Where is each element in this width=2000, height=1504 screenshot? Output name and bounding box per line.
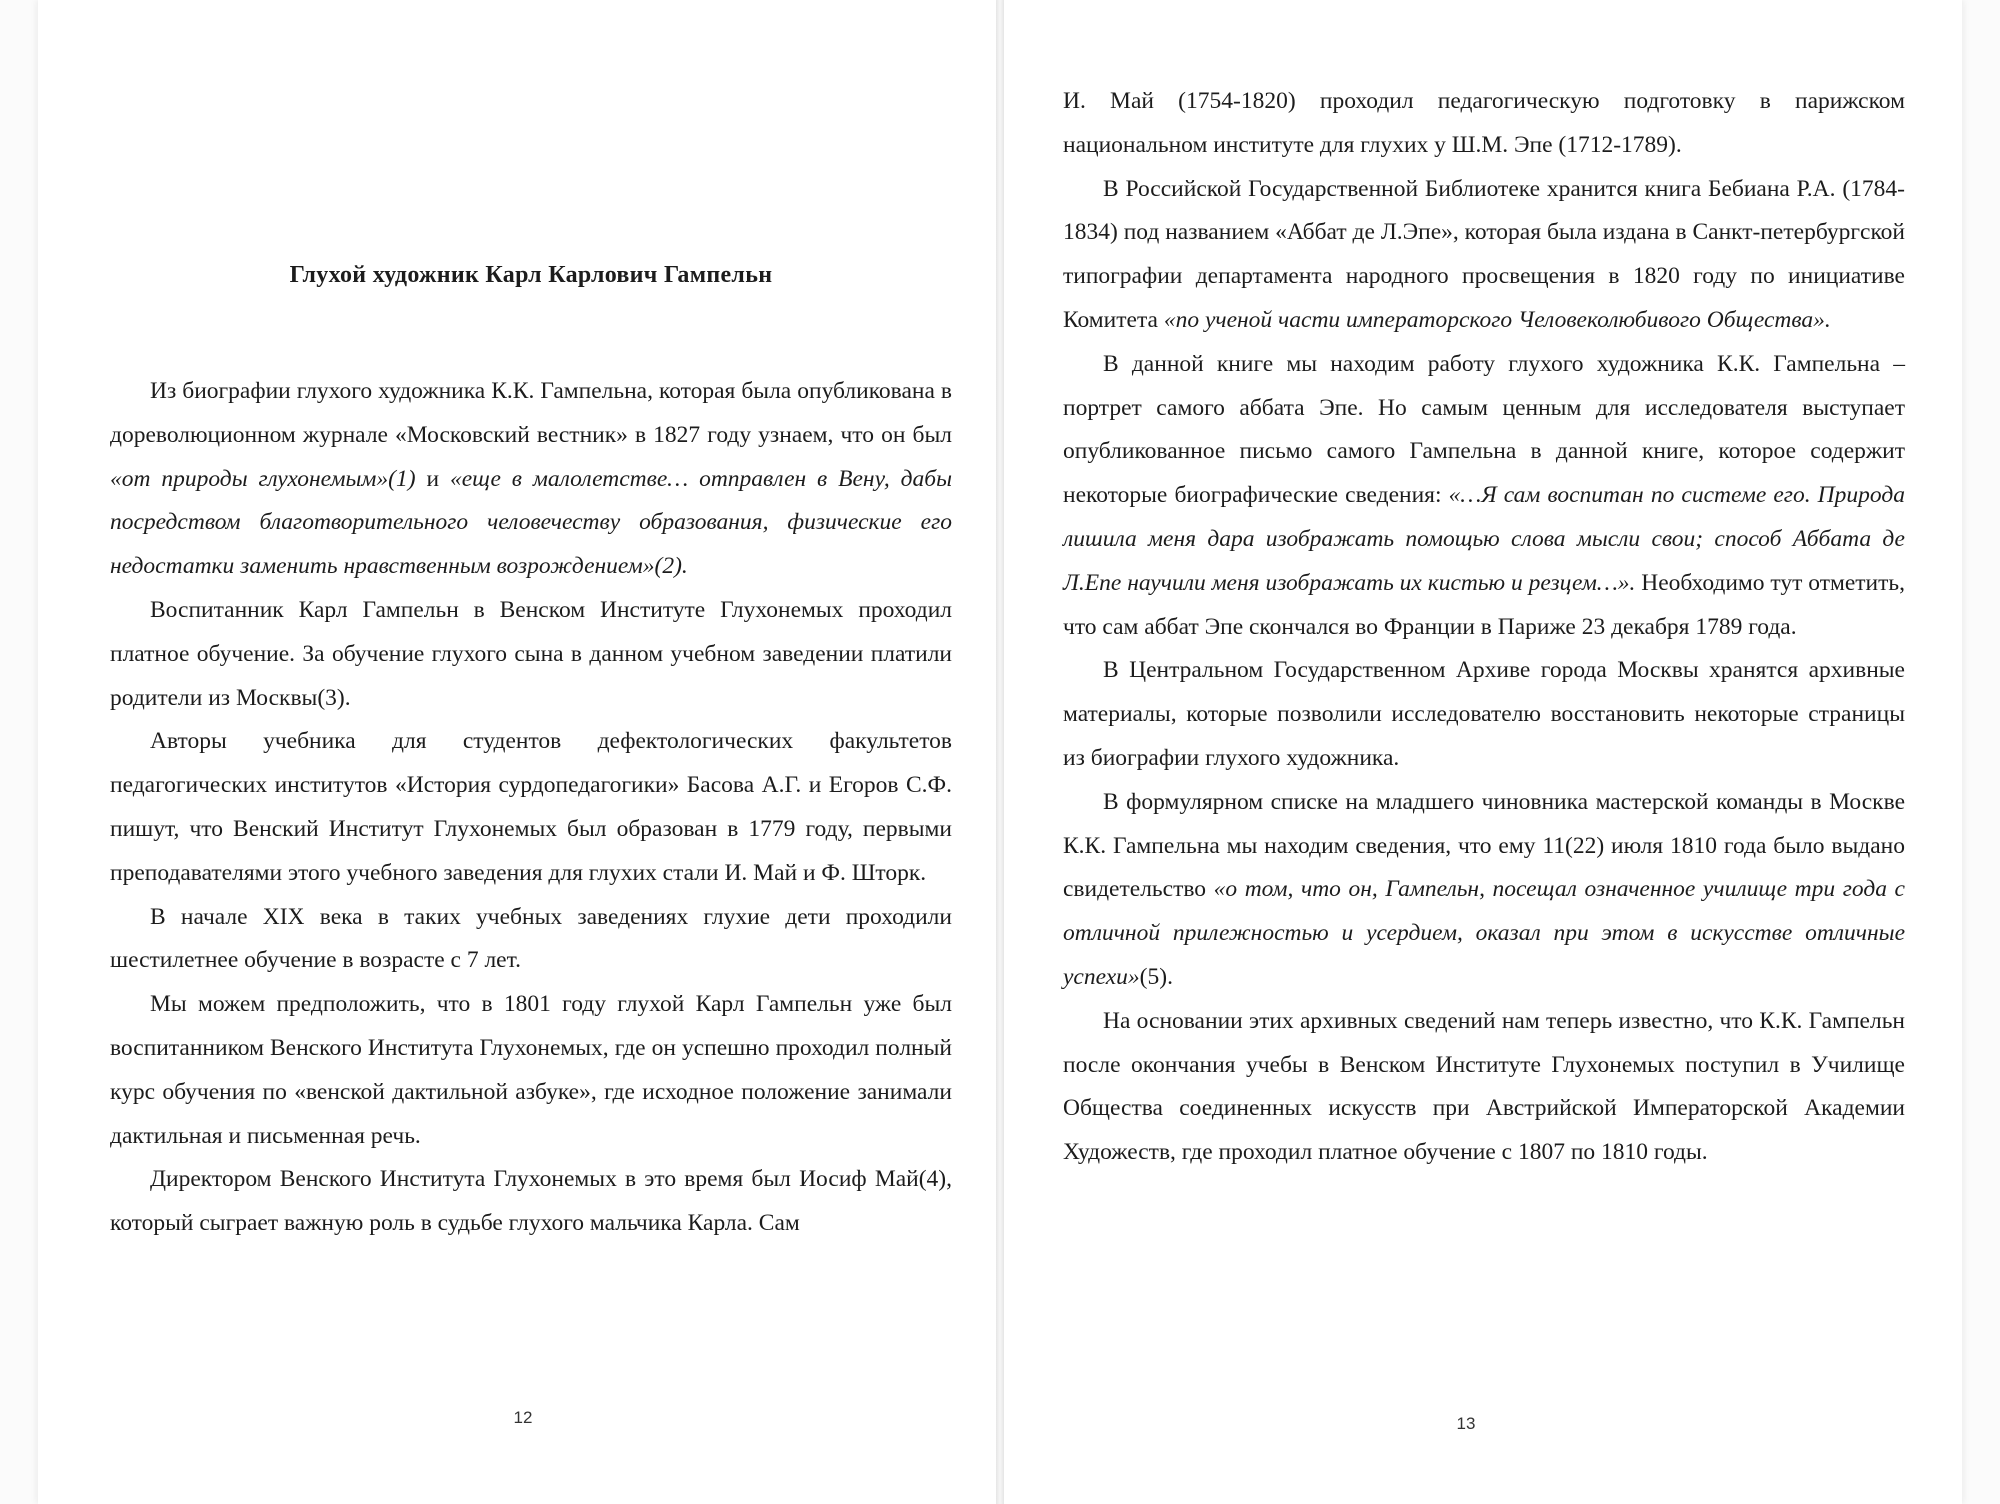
paragraph: Директором Венского Института Глухонемых в это время был Иосиф Май(4), который сыграет важную роль в судьбе глухого мальчика Карла. Сам xyxy=(110,1166,952,1237)
italic-quote: «по ученой части императорского Человеколюбивого Общества». xyxy=(1163,306,1831,333)
paragraph xyxy=(1063,781,1905,1000)
left-page-text xyxy=(110,370,952,1246)
page-title: Глухой художник Карл Карлович Гампельн xyxy=(289,262,773,288)
page-number: 13 xyxy=(1456,1414,1476,1433)
paragraph: На основании этих архивных сведений нам теперь известно, что К.К. Гампельн после окончания учебы в Венском Институте Глухонемых поступил в Училище Общества соединенных искусств при Австрийской Императорской Академии Художеств, где проходил платное обучение с 1807 по 1810 годы. xyxy=(1063,1007,1905,1166)
paragraph xyxy=(110,370,952,589)
text-run: В данной книге мы находим работу глухого художника К.К. Гампельна – портрет самого аббата Эпе. Но самым ценным для исследователя выступает опубликованное письмо самого Гампельна в данной книге, которое содержит некоторые биографические сведения: xyxy=(1063,350,1905,509)
paragraph: В Центральном Государственном Архиве города Москвы хранятся архивные материалы, которые позволили исследователю восстановить некоторые страницы из биографии глухого художника. xyxy=(1063,657,1905,771)
text-run: В Российской Государственной Библиотеке хранится книга Бебиана Р.А. (1784-1834) под названием «Аббат де Л.Эпе», которая была издана в Санкт-петербургской типографии департамента народного просвещения в 1820 году по инициативе Комитета xyxy=(1063,175,1905,333)
italic-quote: «о том, что он, Гампельн, посещал означенное училище три года с отличной прилежностью и усердием, оказал при этом в искусстве отличные успехи» xyxy=(1063,876,1905,990)
page-number: 12 xyxy=(513,1408,533,1427)
paragraph: И. Май (1754-1820) проходил педагогическую подготовку в парижском национальном институте для глухих у Ш.М. Эпе (1712-1789). xyxy=(1063,88,1905,158)
italic-quote: «…Я сам воспитан по системе его. Природа лишила меня дара изображать помощью слова мысли свои; способ Аббата де Л.Епе научили меня изображать их кистью и резцем…». xyxy=(1063,482,1905,596)
paragraph xyxy=(1063,168,1905,343)
book-gutter xyxy=(996,0,1004,1504)
paragraph xyxy=(1063,343,1905,650)
text-run: Из биографии глухого художника К.К. Гампельна, которая была опубликована в дореволюционном журнале «Московский вестник» в 1827 году узнаем, что он был xyxy=(110,378,952,448)
text-run: В формулярном списке на младшего чиновника мастерской команды в Москве К.К. Гампельна мы находим сведения, что ему 11(22) июля 1810 года было выдано свидетельство xyxy=(1063,788,1905,903)
paragraph: Воспитанник Карл Гампельн в Венском Институте Глухонемых проходил платное обучение. За обучение глухого сына в данном учебном заведении платили родители из Москвы(3). xyxy=(110,596,952,711)
right-page xyxy=(1004,0,1962,1504)
left-page xyxy=(38,0,996,1504)
right-page-text xyxy=(1063,80,1905,1175)
text-run: Необходимо тут отметить, что сам аббат Эпе скончался во Франции в Париже 23 декабря 1789 года. xyxy=(1063,569,1905,640)
italic-quote: «еще в малолетстве… отправлен в Вену, дабы посредством благотворительного человечеству образования, физические его недостатки заменить нравственным возрождением»(2). xyxy=(110,465,952,580)
italic-quote: «от природы глухонемым»(1) xyxy=(110,465,416,492)
paragraph: Мы можем предположить, что в 1801 году глухой Карл Гампельн уже был воспитанником Венского Института Глухонемых, где он успешно проходил полный курс обучения по «венской дактильной азбуке», где исходное положение занимали дактильная и письменная речь. xyxy=(110,991,952,1149)
paragraph: Авторы учебника для студентов дефектологических факультетов педагогических институтов «История сурдопедагогики» Басова А.Г. и Егоров С.Ф. пишут, что Венский Институт Глухонемых был образован в 1779 году, первыми преподавателями этого учебного заведения для глухих стали И. Май и Ф. Шторк. xyxy=(110,728,952,886)
text-run: и xyxy=(415,465,450,492)
text-run: (5). xyxy=(1139,963,1173,990)
paragraph: В начале XIX века в таких учебных заведениях глухие дети проходили шестилетнее обучение в возрасте с 7 лет. xyxy=(110,903,952,974)
